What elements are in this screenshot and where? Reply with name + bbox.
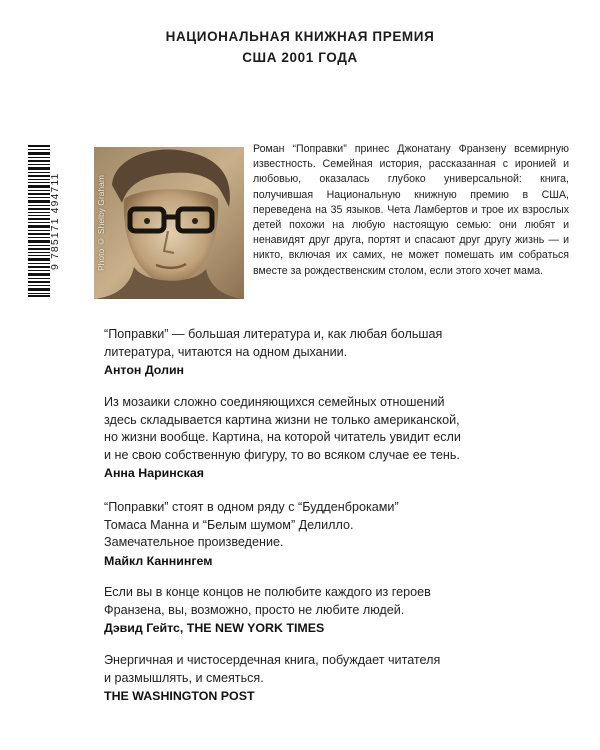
review-quote <box>104 652 574 706</box>
review-quote <box>104 326 574 380</box>
review-quote-author: Дэвид Гейтс, THE NEW YORK TIMES <box>104 621 325 635</box>
award-heading <box>0 26 600 68</box>
review-quote-text: “Поправки” стоят в одном ряду с “Будденброками” Томаса Манна и “Белым шумом” Делилло. Замечательное произведение. <box>104 500 399 549</box>
award-heading-line-2: США 2001 ГОДА <box>242 50 358 65</box>
review-quote-author: Антон Долин <box>104 363 185 377</box>
review-quote-text: “Поправки” — большая литература и, как любая большая литература, читаются на одном дыхании. <box>104 327 443 359</box>
award-heading-line-1: НАЦИОНАЛЬНАЯ КНИЖНАЯ ПРЕМИЯ <box>165 29 435 44</box>
isbn-number: 9 785171 494711 <box>49 172 61 270</box>
author-photo <box>94 147 244 299</box>
review-quote-author: THE WASHINGTON POST <box>104 689 255 703</box>
barcode-bars <box>28 145 50 297</box>
review-quote-author: Майкл Каннингем <box>104 553 213 568</box>
review-quote-text: Из мозаики сложно соединяющихся семейных отношений здесь складывается картина жизни не только американской, но жизни вообще. Картина, на которой читатель увидит если и не свою собственную фигуру, то во всяком случае ее тень. <box>104 395 461 462</box>
book-description: Роман “Поправки” принес Джонатану Франзену всемирную известность. Семейная история, рассказанная с иронией и любовью, оказалась глубоко универсальной: книга, получившая Национальную книжную премию в США, переведена на 35 языков. Чета Ламбертов и трое их взрослых детей похожи на любую настоящую семью: они любят и ненавидят друг друга, портят и спасают друг другу жизнь — и никто, включая их самих, не может помешать им собраться вместе за рождественским столом, если этого хочет мама. <box>253 143 569 277</box>
review-quote-text: Энергичная и чистосердечная книга, побуждает читателя и размышлять, и смеяться. <box>104 653 441 685</box>
photo-credit: Photo © Shelby Graham <box>96 175 106 271</box>
review-quote-text: Если вы в конце концов не полюбите каждого из героев Франзена, вы, возможно, просто не любите людей. <box>104 585 431 617</box>
review-quote-author: Анна Наринская <box>104 466 204 480</box>
review-quote <box>104 394 574 483</box>
review-quote <box>104 499 574 570</box>
review-quote <box>104 584 574 638</box>
